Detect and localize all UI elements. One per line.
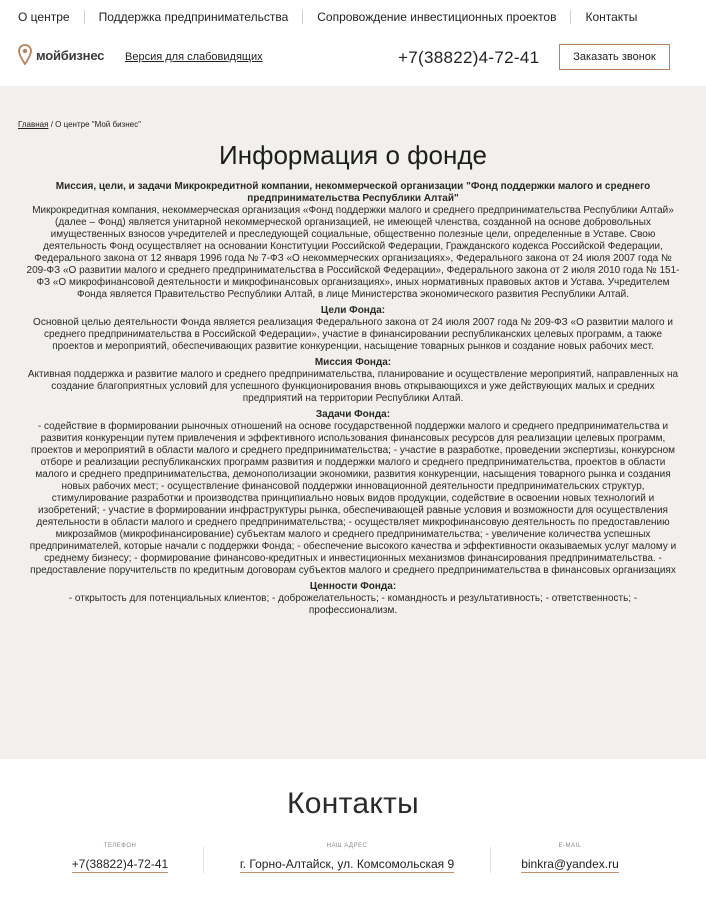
email-label: E-MAIL <box>558 843 582 849</box>
callback-button[interactable]: Заказать звонок <box>559 44 670 70</box>
nav-item-about[interactable]: О центре <box>18 10 70 24</box>
contacts-section <box>0 759 706 899</box>
site-header <box>0 34 706 86</box>
breadcrumb <box>18 120 141 129</box>
tasks-heading: Задачи Фонда: <box>315 409 391 420</box>
contacts-divider <box>203 847 204 873</box>
contact-address <box>220 843 474 873</box>
contact-email-link[interactable]: binkra@yandex.ru <box>521 857 619 871</box>
nav-item-business-support[interactable]: Поддержка предпринимательства <box>84 10 303 24</box>
breadcrumb-home[interactable]: Главная <box>18 120 49 129</box>
contacts-title: Контакты <box>287 787 419 820</box>
breadcrumb-current: О центре "Мой бизнес" <box>55 120 141 129</box>
location-pin-icon <box>18 44 32 66</box>
goals-heading: Цели Фонда: <box>320 305 386 316</box>
tasks-text: - содействие в формировании рыночных отношений на основе государственной поддержки малого и среднего предпринимательства и развития конкуренции путем привлечения и эффективного использования финансовых ресурсов для реализации целевых программ, проектов и мероприятий в области малого и среднего предпринимательства; - участие в разработке, проведении экспертизы, конкурсном отборе и реализации республиканских программ развития и поддержки малого и среднего предпринимательства, проектов в области малого и среднего предпринимательства, демонополизации экономики, развития конкуренции, насыщения товарного рынка и создания новых рабочих мест; - осуществление финансовой поддержки инновационной деятельности предпринимательских структур, стимулирование разработки и производства принципиально новых видов продукции, содействие в освоении новых технологий и изобретений; - участие в формировании инфраструктуры рынка, обеспечивающей равные условия и возможности для осуществления деятельности в области малого и среднего предпринимательства; - осуществляет микрофинансовую деятельность по предоставлению микрозаймов (микрофинансирование) субъектам малого и среднего предпринимательства; - увеличение количества успешных предпринимателей, которые начали с поддержки Фонда; - обеспечение высокого качества и эффективности оказываемых услуг малому и среднему бизнесу; - формирование финансово-кредитных и инвестиционных механизмов финансирования предпринимательства. - предоставление поручительств по кредитным договорам субъектов малого и среднего предпринимательства в финансовых организациях <box>29 421 677 576</box>
nav-item-investment-projects[interactable]: Сопровождение инвестиционных проектов <box>302 10 570 24</box>
mission-heading: Миссия Фонда: <box>314 357 392 368</box>
nav-item-contacts[interactable]: Контакты <box>570 10 651 24</box>
header-phone[interactable]: +7(38822)4-72-41 <box>398 48 540 67</box>
mission-text: Активная поддержка и развитие малого и среднего предпринимательства, планирование и осуществление мероприятий, направленных на создание благоприятных условий для успешного функционирования вновь открывающихся и уже действующих малых и средних предприятий на территории Республики Алтай. <box>27 369 679 404</box>
values-text: - открытость для потенциальных клиентов; - доброжелательность; - командность и результативность; - ответственность; - профессионализм. <box>68 593 638 616</box>
main-content <box>0 86 706 759</box>
contact-email <box>500 843 640 873</box>
breadcrumb-separator: / <box>50 120 53 129</box>
logo[interactable] <box>18 44 104 66</box>
page-title: Информация о фонде <box>219 140 487 170</box>
contacts-divider <box>490 847 491 873</box>
contact-phone-link[interactable]: +7(38822)4-72-41 <box>71 857 169 871</box>
lead-heading: Миссия, цели, и задачи Микрокредитной компании, некоммерческой организации "Фонд поддержки малого и среднего предпринимательства Республики Алтай" <box>55 181 651 204</box>
address-label: НАШ АДРЕС <box>326 843 368 849</box>
values-heading: Ценности Фонда: <box>309 581 397 592</box>
article-body <box>24 181 682 617</box>
intro-text: Микрокредитная компания, некоммерческая организация «Фонд поддержки малого и среднего предпринимательства Республики Алтай» (далее – Фонд) является унитарной некоммерческой организацией, не имеющей членства, созданной на основе добровольных имущественных взносов учредителей и преследующей социальные, общественно полезные цели, определенные в Уставе. Свою деятельность Фонд осуществляет на основании Конституции Российской Федерации, Гражданского кодекса Российской Федерации, Федерального закона от 12 января 1996 года № 7-ФЗ «О некоммерческих организациях», Федерального закона от 24 июля 2007 года № 209-ФЗ «О развитии малого и среднего предпринимательства в Российской Федерации», Федерального закона от 2 июля 2010 года № 151-ФЗ «О микрофинансовой деятельности и микрофинансовых организациях», иных нормативных правовых актов и Устава. Учредителем Фонда является Правительство Республики Алтай, в лице Министерства экономического развития Республики Алтай. <box>26 205 680 300</box>
phone-label: ТЕЛЕФОН <box>103 843 137 849</box>
goals-text: Основной целью деятельности Фонда является реализация Федерального закона от 24 июля 2007 года № 209-ФЗ «О развитии малого и среднего предпринимательства в Российской Федерации», участие в финансировании республиканских целевых программ, а также проектов и мероприятий, обеспечивающих развитие конкуренции, насыщение товарных рынков и создание новых рабочих мест. <box>33 317 673 352</box>
contact-address-link[interactable]: г. Горно-Алтайск, ул. Комсомольская 9 <box>239 857 455 871</box>
logo-text: мойбизнес <box>36 47 105 63</box>
top-navigation <box>0 0 706 34</box>
accessible-version-link[interactable]: Версия для слабовидящих <box>125 51 263 63</box>
contact-phone <box>50 843 190 873</box>
